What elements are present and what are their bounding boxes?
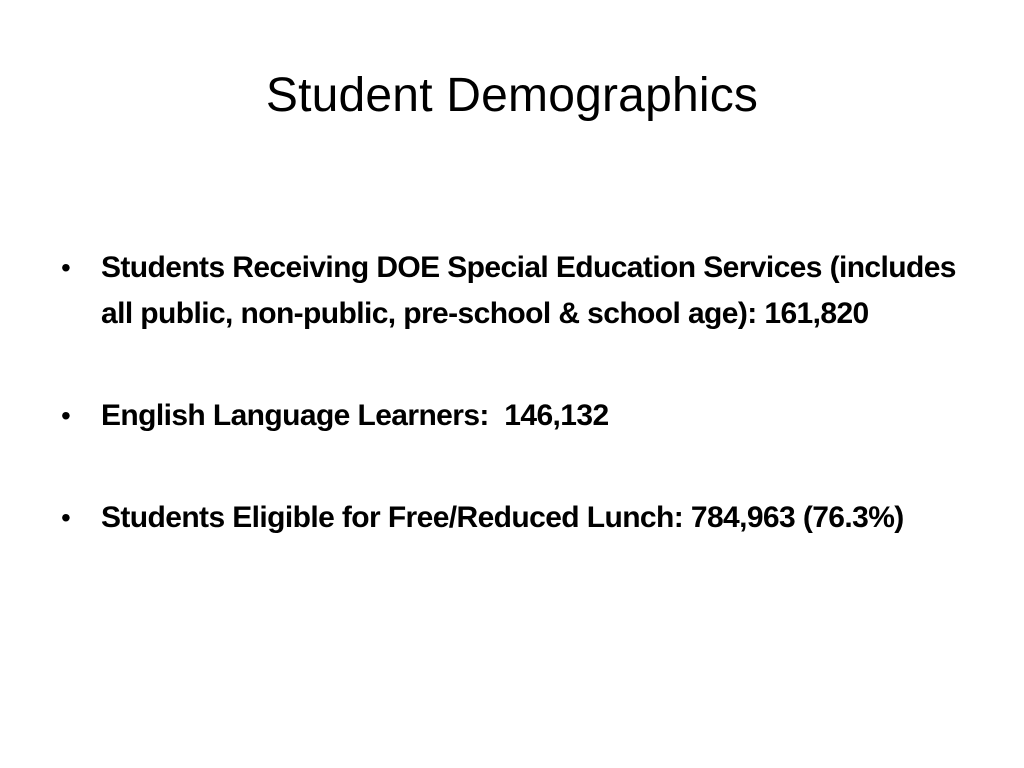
bullet-dot-icon: • xyxy=(61,252,71,283)
bullet-item-english-learners xyxy=(58,393,958,439)
bullet-dot-icon: • xyxy=(61,400,71,431)
bullet-text: Students Receiving DOE Special Education Services (includes all public, non-public, pre-school & school age): 161,820 xyxy=(101,251,964,330)
bullet-item-free-lunch xyxy=(58,495,958,541)
slide-title: Student Demographics xyxy=(265,69,759,122)
bullet-dot-icon: • xyxy=(61,502,71,533)
bullet-item-special-education xyxy=(58,245,964,337)
bullet-list xyxy=(58,245,964,597)
bullet-text: English Language Learners: 146,132 xyxy=(101,399,609,432)
bullet-text: Students Eligible for Free/Reduced Lunch: 784,963 (76.3%) xyxy=(101,501,904,534)
